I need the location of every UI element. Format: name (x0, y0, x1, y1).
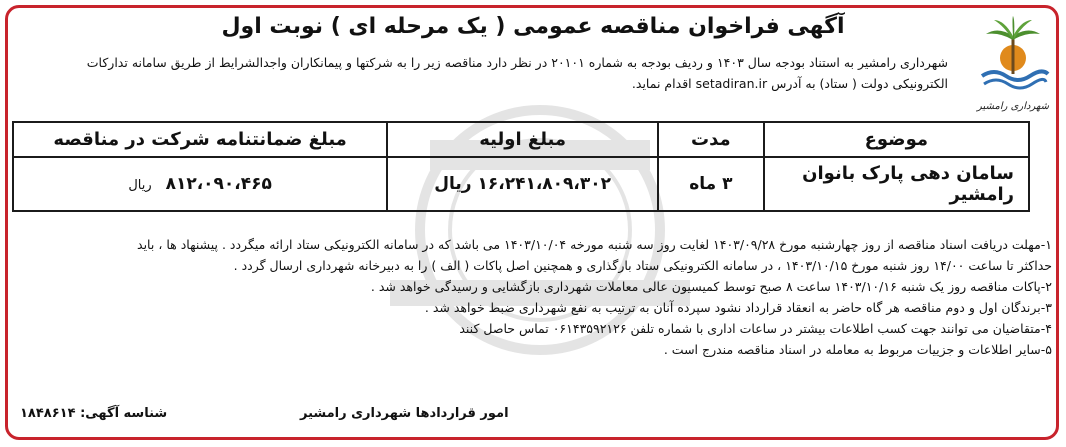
conditions-list (12, 234, 1052, 360)
notice-title: آگهی فراخوان مناقصه عمومی ( یک مرحله ای ) نوبت اول (221, 14, 845, 39)
notice-intro (14, 52, 948, 94)
header-duration: مدت (658, 122, 764, 157)
cell-initial-amount: ۱۶،۲۴۱،۸۰۹،۳۰۲ ریال (387, 157, 658, 211)
footer-signature: امور قراردادها شهرداری رامشیر (300, 406, 509, 421)
cell-duration: ۳ ماه (658, 157, 764, 211)
tender-table (12, 121, 1030, 212)
condition-line: ۴-متقاضیان می توانند جهت کسب اطلاعات بیشتر در ساعات اداری با شماره تلفن ۰۶۱۴۳۵۹۲۱۲۶ تماس حاصل کنند (459, 321, 1052, 336)
condition-line: ۳-برندگان اول و دوم مناقصه هر گاه حاضر به انعقاد قرارداد نشود سپرده آنان به ترتیب به نفع شهرداری ضبط خواهد شد . (424, 300, 1052, 315)
logo-caption: شهرداری رامشیر (977, 101, 1049, 112)
table-header-row (13, 122, 1029, 157)
footer-ad-id: شناسه آگهی: ۱۸۴۸۶۱۴ (20, 406, 168, 421)
condition-line: ۱-مهلت دریافت اسناد مناقصه از روز چهارشنبه مورخ ۱۴۰۳/۰۹/۲۸ لغایت روز سه شنبه مورخه ۱۴۰۳/۱۰/۰۴ می باشد که در سامانه الکترونیکی ستاد ارائه میگردد . پیشنهاد ها ، باید (137, 237, 1052, 252)
intro-line-2: الکترونیکی دولت ( ستاد) به آدرس setadiran.ir اقدام نماید. (631, 76, 948, 91)
guarantee-unit: ریال (128, 178, 152, 193)
header-guarantee: مبلغ ضمانتنامه شرکت در مناقصه (13, 122, 387, 157)
condition-line: حداکثر تا ساعت ۱۴/۰۰ روز شنبه مورخ ۱۴۰۳/۱۰/۱۵ ، در سامانه الکترونیکی ستاد بارگذاری و همچنین اصل پاکات ( الف ) را به دبیرخانه شهرداری ارسال گردد . (233, 258, 1052, 273)
table-row (13, 157, 1029, 211)
header-initial-amount: مبلغ اولیه (387, 122, 658, 157)
guarantee-value: ۸۱۲،۰۹۰،۴۶۵ (165, 174, 272, 194)
intro-line-1: شهرداری رامشیر به استناد بودجه سال ۱۴۰۳ و ردیف بودجه به شماره ۲۰۱۰۱ در نظر دارد مناقصه زیر را به شرکتها و پیمانکاران واجدالشرایط از طریق سامانه تدارکات (86, 55, 948, 70)
cell-guarantee (13, 157, 387, 211)
municipality-logo (974, 14, 1052, 112)
condition-line: ۵-سایر اطلاعات و جزییات مربوط به معامله در اسناد مناقصه مندرج است . (663, 342, 1052, 357)
palm-wave-logo-icon (974, 14, 1052, 96)
condition-line: ۲-پاکات مناقصه روز یک شنبه ۱۴۰۳/۱۰/۱۶ ساعت ۸ صبح توسط کمیسیون عالی معاملات شهرداری بازگشایی و رسیدگی خواهد شد . (370, 279, 1052, 294)
cell-subject: سامان دهی پارک بانوان رامشیر (764, 157, 1029, 211)
header-subject: موضوع (764, 122, 1029, 157)
